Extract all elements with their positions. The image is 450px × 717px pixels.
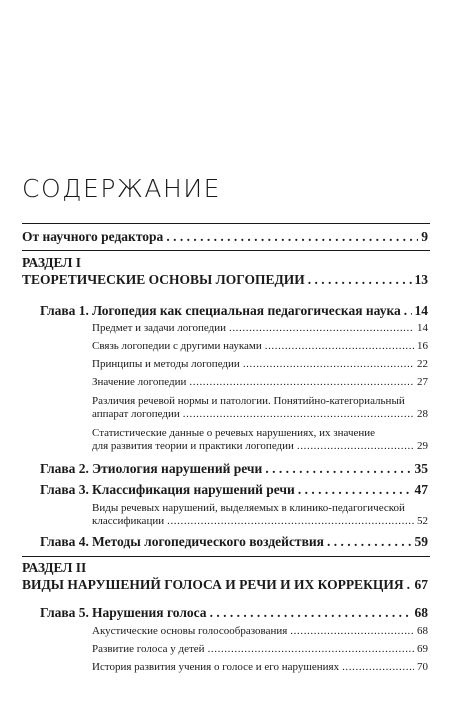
toc-entry-subsection[interactable]: [92, 501, 428, 515]
toc-entry-part1[interactable]: [22, 272, 428, 288]
toc-entry-subsection[interactable]: [92, 376, 428, 388]
dot-leader: [297, 440, 414, 452]
toc-entry-chapter3[interactable]: [92, 482, 428, 498]
part-label: РАЗДЕЛ I: [22, 255, 82, 270]
entry-page: 68: [417, 625, 428, 637]
dot-leader: [243, 358, 414, 370]
entry-title: Классификация нарушений речи: [92, 482, 295, 497]
entry-page: 14: [414, 303, 428, 318]
entry-title: Принципы и методы логопедии: [92, 358, 240, 370]
entry-title: классификации: [92, 515, 165, 527]
toc-entry-subsection[interactable]: [92, 394, 428, 408]
dot-leader: [183, 408, 414, 420]
entry-page: 47: [414, 482, 428, 497]
entry-page: 13: [414, 272, 428, 287]
toc-entry-subsection[interactable]: [92, 661, 428, 673]
dot-leader: [229, 322, 414, 334]
entry-title: Развитие голоса у детей: [92, 643, 205, 655]
entry-title: Логопедия как специальная педагогическая наука: [92, 303, 401, 318]
entry-page: 70: [417, 661, 428, 673]
chapter-number: Глава 5.: [40, 605, 89, 620]
section-rule: [22, 250, 430, 251]
toc-entry-subsection-cont[interactable]: [92, 440, 428, 452]
chapter-number: Глава 4.: [40, 534, 89, 549]
dot-leader: [166, 229, 418, 245]
entry-page: 67: [414, 577, 428, 592]
dot-leader: [265, 340, 414, 352]
toc-entry-subsection[interactable]: [92, 426, 428, 440]
part-label: РАЗДЕЛ II: [22, 560, 87, 575]
entry-page: 52: [417, 515, 428, 527]
dot-leader: [208, 643, 414, 655]
dot-leader: [342, 661, 414, 673]
toc-entry-subsection-cont[interactable]: [92, 408, 428, 420]
dot-leader: [298, 482, 412, 498]
entry-title: Статистические данные о речевых нарушениях, их значение: [92, 427, 376, 439]
chapter-number: Глава 2.: [40, 461, 89, 476]
entry-page: 27: [417, 376, 428, 388]
toc-entry-chapter4[interactable]: [92, 534, 428, 550]
dot-leader: [404, 303, 412, 319]
dot-leader: [327, 534, 412, 550]
entry-title: Акустические основы голосообразования: [92, 625, 288, 637]
entry-title: От научного редактора: [22, 229, 164, 244]
entry-page: 59: [414, 534, 428, 549]
entry-page: 14: [417, 322, 428, 334]
entry-page: 28: [417, 408, 428, 420]
dot-leader: [308, 272, 412, 288]
dot-leader: [265, 461, 411, 477]
entry-title: Методы логопедического воздействия: [92, 534, 324, 549]
section-rule: [22, 556, 430, 557]
entry-title: Значение логопедии: [92, 376, 187, 388]
entry-page: 68: [414, 605, 428, 620]
page-title: СОДЕРЖАНИЕ: [22, 174, 221, 203]
dot-leader: [167, 515, 414, 527]
entry-title: Связь логопедии с другими науками: [92, 340, 262, 352]
dot-leader: [210, 605, 412, 621]
entry-title: Виды речевых нарушений, выделяемых в клинико-педагогической: [92, 502, 405, 514]
toc-entry-chapter1[interactable]: [92, 303, 428, 319]
entry-page: 9: [421, 229, 428, 244]
chapter-number: Глава 1.: [40, 303, 89, 318]
toc-entry-chapter2[interactable]: [92, 461, 428, 477]
toc-entry-chapter5[interactable]: [92, 605, 428, 621]
toc-entry-subsection-cont[interactable]: [92, 515, 428, 527]
entry-page: 35: [414, 461, 428, 476]
dot-leader: [290, 625, 414, 637]
entry-title: История развития учения о голосе и его нарушениях: [92, 661, 340, 673]
toc-entry-subsection[interactable]: [92, 322, 428, 334]
toc-entry-editor[interactable]: [22, 229, 428, 245]
entry-title: ВИДЫ НАРУШЕНИЙ ГОЛОСА И РЕЧИ И ИХ КОРРЕКЦИЯ: [22, 577, 404, 592]
entry-page: 22: [417, 358, 428, 370]
dot-leader: [407, 577, 412, 593]
top-rule: [22, 223, 430, 224]
entry-page: 69: [417, 643, 428, 655]
toc-entry-subsection[interactable]: [92, 340, 428, 352]
entry-page: 16: [417, 340, 428, 352]
entry-title: ТЕОРЕТИЧЕСКИЕ ОСНОВЫ ЛОГОПЕДИИ: [22, 272, 305, 287]
entry-title: Этиология нарушений речи: [92, 461, 263, 476]
entry-title: Нарушения голоса: [92, 605, 207, 620]
chapter-number: Глава 3.: [40, 482, 89, 497]
entry-title: аппарат логопедии: [92, 408, 180, 420]
toc-entry-subsection[interactable]: [92, 625, 428, 637]
entry-title: Предмет и задачи логопедии: [92, 322, 226, 334]
toc-entry-part2[interactable]: [22, 577, 428, 593]
dot-leader: [189, 376, 414, 388]
entry-title: Различия речевой нормы и патологии. Понятийно-категориальный: [92, 395, 405, 407]
toc-entry-subsection[interactable]: [92, 358, 428, 370]
entry-page: 29: [417, 440, 428, 452]
toc-entry-subsection[interactable]: [92, 643, 428, 655]
entry-title: для развития теории и практики логопедии: [92, 440, 294, 452]
